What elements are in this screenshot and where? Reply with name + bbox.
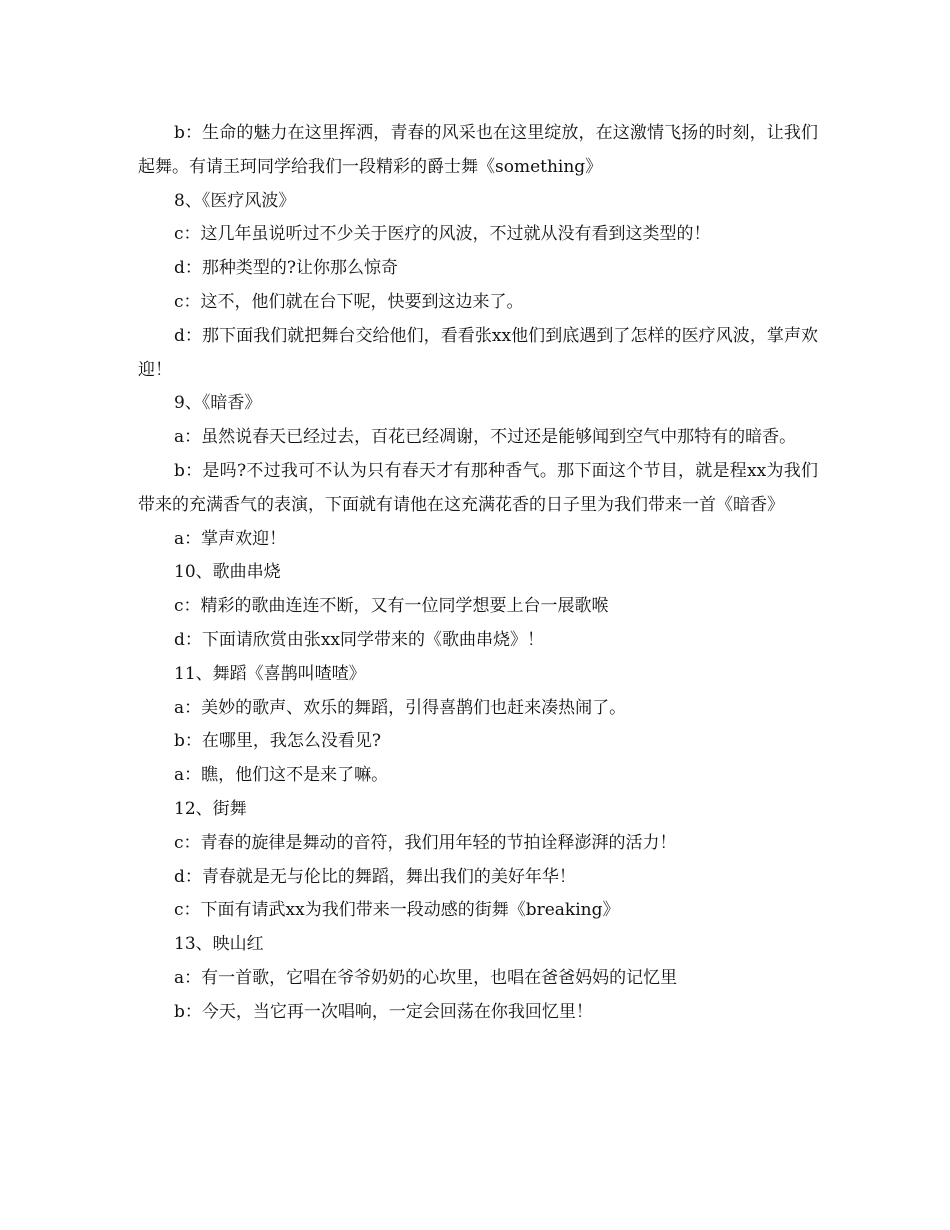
paragraph-host-a: a：掌声欢迎！: [174, 528, 287, 549]
paragraph-host-c: c：这不，他们就在台下呢，快要到这边来了。: [174, 291, 524, 312]
paragraph-host-d: d：下面请欣赏由张xx同学带来的《歌曲串烧》！: [174, 629, 545, 650]
paragraph-host-c: c：这几年虽说听过不少关于医疗的风波，不过就从没有看到这类型的！: [174, 224, 711, 245]
program-item-13-heading: 13、映山红: [174, 934, 264, 955]
document-body: [138, 117, 818, 1030]
paragraph-host-b: b：是吗?不过我可不认为只有春天才有那种香气。那下面这个节目，就是程xx为我们带来的充满香气的表演，下面就有请他在这充满花香的日子里为我们带来一首《暗香》: [138, 460, 818, 515]
paragraph-host-b-jazz-intro: b：生命的魅力在这里挥洒，青春的风采也在这里绽放，在这激情飞扬的时刻，让我们起舞。有请王珂同学给我们一段精彩的爵士舞《something》: [138, 123, 818, 177]
paragraph-host-d: d：那下面我们就把舞台交给他们，看看张xx他们到底遇到了怎样的医疗风波，掌声欢迎！: [138, 325, 818, 380]
paragraph-host-a: a：有一首歌，它唱在爷爷奶奶的心坎里，也唱在爸爸妈妈的记忆里: [174, 967, 678, 988]
paragraph-host-c: c：下面有请武xx为我们带来一段动感的街舞《breaking》: [174, 900, 620, 921]
paragraph-host-c: c：青春的旋律是舞动的音符，我们用年轻的节拍诠释澎湃的活力！: [174, 832, 677, 853]
program-item-12-heading: 12、街舞: [174, 798, 247, 819]
paragraph-host-a: a：美妙的歌声、欢乐的舞蹈，引得喜鹊们也赶来凑热闹了。: [174, 697, 627, 718]
program-item-8-heading: 8、《医疗风波》: [174, 190, 296, 211]
paragraph-host-d: d：那种类型的?让你那么惊奇: [174, 258, 398, 279]
program-item-9-heading: 9、《暗香》: [174, 393, 262, 414]
program-item-11-heading: 11、舞蹈《喜鹊叫喳喳》: [174, 663, 366, 684]
paragraph-host-a: a：虽然说春天已经过去，百花已经凋谢，不过还是能够闻到空气中那特有的暗香。: [174, 427, 797, 448]
program-item-10-heading: 10、歌曲串烧: [174, 562, 281, 583]
paragraph-host-b: b：在哪里，我怎么没看见?: [174, 731, 381, 752]
paragraph-host-c: c：精彩的歌曲连连不断，又有一位同学想要上台一展歌喉: [174, 596, 609, 617]
paragraph-host-a: a：瞧，他们这不是来了嘛。: [174, 765, 389, 786]
paragraph-host-b: b：今天，当它再一次唱响，一定会回荡在你我回忆里！: [174, 1001, 593, 1022]
paragraph-host-d: d：青春就是无与伦比的舞蹈，舞出我们的美好年华！: [174, 866, 576, 887]
